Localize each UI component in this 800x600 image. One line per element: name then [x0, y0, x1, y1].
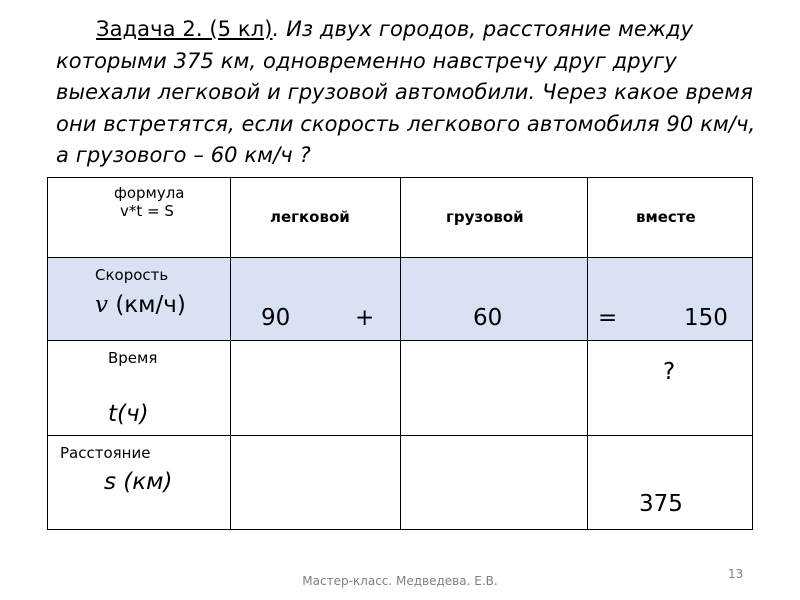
problem-text: . Из двух городов, расстояние между которыми 375 км, одновременно навстречу друг другу выехали легковой и грузовой автомобили. Через какое время они встретятся, если скорость легкового автомобиля 90 км/ч, а грузового – 60 км/ч ?: [56, 17, 756, 167]
header-truck: [401, 178, 588, 258]
formula-cell: [48, 178, 231, 258]
footer-credit: Мастер-класс. Медведева. Е.В.: [302, 574, 498, 588]
formula-label: формула: [114, 184, 185, 202]
speed-row: [48, 258, 753, 341]
time-label: Время: [108, 349, 158, 367]
plus-sign: +: [355, 305, 375, 331]
header-car: [231, 178, 401, 258]
solution-table: [47, 177, 753, 530]
time-truck-cell: [401, 341, 588, 436]
distance-label-cell: [48, 436, 231, 530]
speed-truck-value: 60: [473, 305, 503, 331]
distance-car-cell: [231, 436, 401, 530]
time-together-cell: [588, 341, 753, 436]
page-number: 13: [728, 567, 744, 581]
speed-car-cell: [231, 258, 401, 341]
distance-together-cell: [588, 436, 753, 530]
time-row: [48, 341, 753, 436]
problem-statement: [56, 14, 756, 172]
time-label-cell: [48, 341, 231, 436]
speed-truck-cell: [401, 258, 588, 341]
speed-together-value: 150: [684, 305, 728, 331]
speed-label-cell: [48, 258, 231, 341]
distance-together-value: 375: [639, 491, 683, 517]
distance-label: Расстояние: [60, 444, 151, 462]
speed-car-value: 90: [261, 305, 291, 331]
table-header-row: [48, 178, 753, 258]
time-car-cell: [231, 341, 401, 436]
time-symbol: t(ч): [108, 401, 149, 427]
distance-symbol: s (км): [104, 469, 173, 495]
speed-symbol: v: [95, 292, 108, 318]
formula-text: v*t = S: [120, 202, 174, 220]
header-together-label: вместе: [636, 208, 696, 226]
header-car-label: легковой: [270, 208, 350, 226]
header-truck-label: грузовой: [446, 208, 524, 226]
distance-row: [48, 436, 753, 530]
unknown-time: ?: [663, 359, 676, 385]
problem-title: Задача 2. (5 кл): [96, 17, 273, 41]
speed-unit: (км/ч): [115, 292, 186, 318]
equals-sign: =: [598, 305, 618, 331]
speed-symbol-group: [95, 292, 186, 318]
header-together: [588, 178, 753, 258]
distance-truck-cell: [401, 436, 588, 530]
speed-label: Скорость: [95, 266, 169, 284]
speed-together-cell: [588, 258, 753, 341]
